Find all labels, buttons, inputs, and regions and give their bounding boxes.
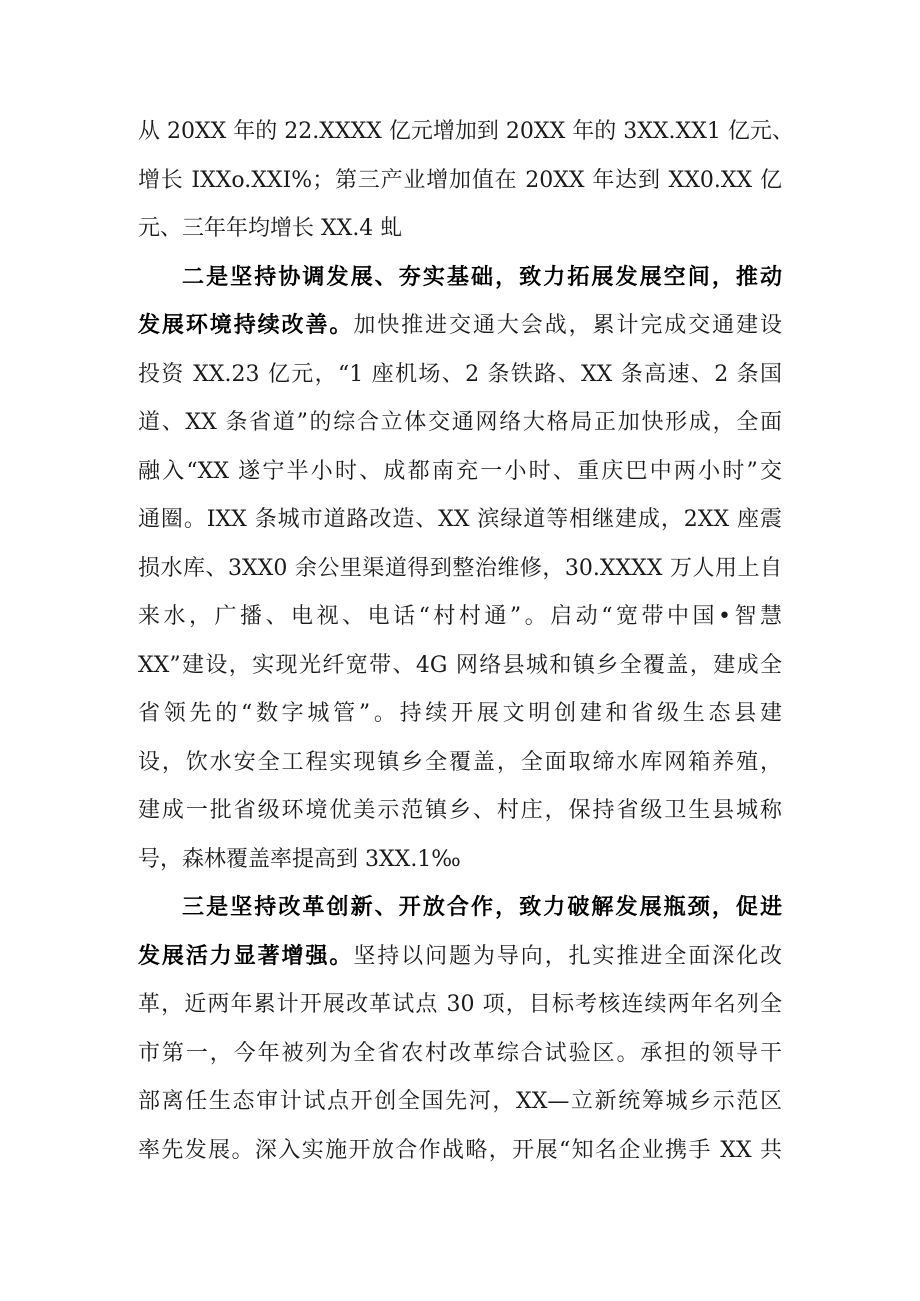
text-segment: 建成一批省级环境优美示范镇乡、村庄，保持省级卫生县城称 <box>138 798 782 823</box>
text-line <box>138 787 782 836</box>
text-segment: 革，近两年累计开展改革试点 30 项，目标考核连续两年名列全 <box>138 992 782 1017</box>
text-segment: 号，森林覆盖率提高到 3XX.1‰ <box>138 846 461 872</box>
text-line <box>138 254 782 303</box>
paragraph-1 <box>138 108 794 254</box>
text-segment: 率先发展。深入实施开放合作战略，开展“知名企业携手 XX 共 <box>138 1137 782 1163</box>
paragraph-2 <box>138 254 782 885</box>
text-segment: 道、XX 条省道”的综合立体交通网络大格局正加快形成，全面 <box>138 410 782 435</box>
text-line <box>138 836 782 885</box>
text-segment: XX”建设，实现光纤宽带、4G 网络县城和镇乡全覆盖，建成全 <box>138 652 782 678</box>
text-line <box>138 351 782 400</box>
text-line <box>138 496 782 545</box>
text-line <box>138 933 782 982</box>
text-line <box>138 157 782 206</box>
text-line <box>138 1078 782 1127</box>
bold-heading-segment: 发展环境持续改善。 <box>138 313 354 338</box>
text-segment: 来水，广播、电视、电话“村村通”。启动“宽带中国•智慧 <box>138 604 782 629</box>
text-segment: 通圈。IXX 条城市道路改造、XX 滨绿道等相继建成，2XX 座震 <box>138 507 782 532</box>
text-line <box>138 593 782 642</box>
text-line <box>138 981 782 1030</box>
text-line <box>138 690 782 739</box>
text-line <box>138 448 782 497</box>
text-line <box>138 884 782 933</box>
text-segment: 省领先的“数字城管”。持续开展文明创建和省级生态县建 <box>138 701 782 726</box>
text-line <box>138 642 782 691</box>
text-line <box>138 108 794 157</box>
text-segment: 元、三年年均增长 XX.4 虬 <box>138 216 403 241</box>
text-line <box>138 302 782 351</box>
bold-heading-segment: 二是坚持协调发展、夯实基础，致力拓展发展空间，推动 <box>182 264 782 290</box>
text-segment: 投资 XX.23 亿元，“1 座机场、2 条铁路、XX 条高速、2 条国 <box>138 361 782 387</box>
text-line <box>138 545 782 594</box>
text-segment: 损水库、3XX0 余公里渠道得到整治维修，30.XXXX 万人用上自 <box>138 555 782 581</box>
text-segment: 增长 IXXo.XXI%；第三产业增加值在 20XX 年达到 XX0.XX 亿 <box>138 167 782 193</box>
text-line <box>138 399 782 448</box>
text-segment: 部离任生态审计试点开创全国先河，XX—立新统筹城乡示范区 <box>138 1089 782 1114</box>
text-line <box>138 205 782 254</box>
text-segment: 从 20XX 年的 22.XXXX 亿元增加到 20XX 年的 3XX.XX1 亿元、 <box>138 119 794 144</box>
text-segment: 融入“XX 遂宁半小时、成都南充一小时、重庆巴中两小时”交 <box>138 458 782 484</box>
text-segment: 市第一，今年被列为全省农村改革综合试验区。承担的领导干 <box>138 1040 782 1066</box>
text-segment: 坚持以问题为导向，扎实推进全面深化改 <box>353 943 782 969</box>
text-segment: 加快推进交通大会战，累计完成交通建设 <box>353 313 782 338</box>
bold-heading-segment: 三是坚持改革创新、开放合作，致力破解发展瓶颈，促进 <box>182 895 782 920</box>
bold-heading-segment: 发展活力显著增强。 <box>138 943 354 969</box>
text-line <box>138 1127 782 1176</box>
text-line <box>138 739 782 788</box>
text-segment: 设，饮水安全工程实现镇乡全覆盖，全面取缔水库网箱养殖， <box>138 749 782 775</box>
text-line <box>138 1030 782 1079</box>
paragraph-3 <box>138 884 782 1175</box>
